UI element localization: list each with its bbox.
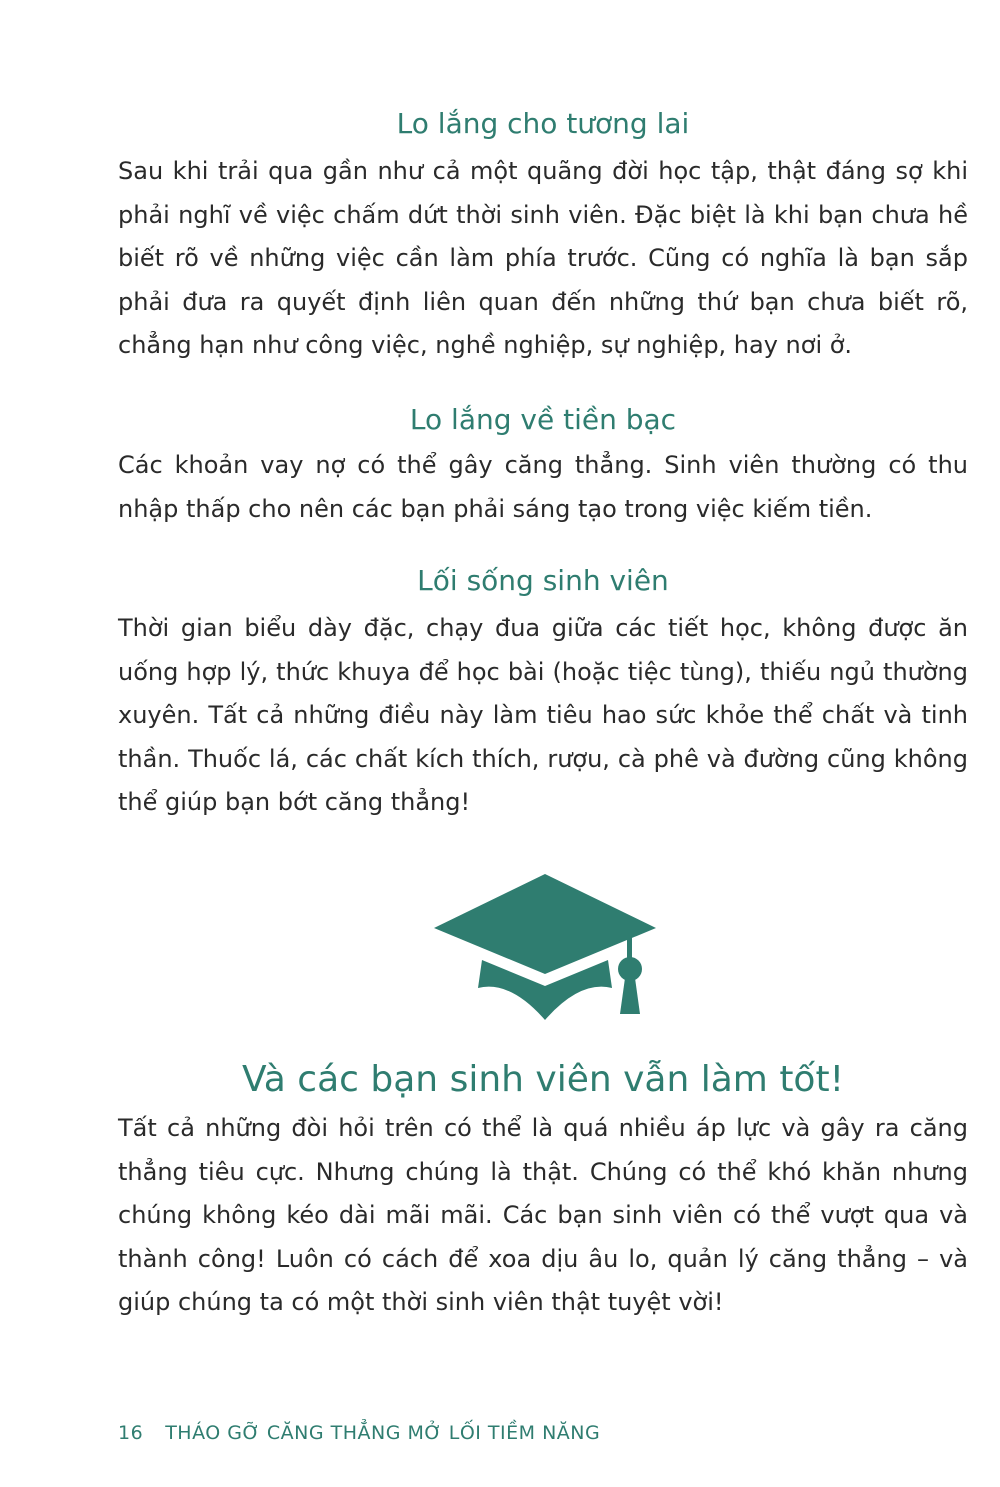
section-heading-money: Lo lắng về tiền bạc <box>409 403 677 436</box>
section-paragraph-lifestyle: Thời gian biểu dày đặc, chạy đua giữa các tiết học, không được ăn uống hợp lý, thức khuya để học bài (hoặc tiệc tùng), thiếu ngủ thường xuyên. Tất cả những điều này làm tiêu hao sức khỏe thể chất và tinh thần. Thuốc lá, các chất kích thích, rượu, cà phê và đường cũng không thể giúp bạn bớt căng thẳng! <box>118 614 968 817</box>
book-title: THÁO GỠ CĂNG THẲNG MỞ LỐI TIỀM NĂNG <box>165 1422 601 1444</box>
section-paragraph-money: Các khoản vay nợ có thể gây căng thẳng. Sinh viên thường có thu nhập thấp cho nên các bạn phải sáng tạo trong việc kiếm tiền. <box>118 451 968 523</box>
page-number: 16 <box>118 1422 144 1444</box>
section-heading-lifestyle: Lối sống sinh viên <box>417 564 669 597</box>
graduation-cap-icon <box>430 870 660 1030</box>
section-heading-future: Lo lắng cho tương lai <box>396 107 690 140</box>
closing-heading: Và các bạn sinh viên vẫn làm tốt! <box>241 1059 845 1100</box>
page-footer <box>118 1422 600 1444</box>
section-paragraph-future: Sau khi trải qua gần như cả một quãng đời học tập, thật đáng sợ khi phải nghĩ về việc chấm dứt thời sinh viên. Đặc biệt là khi bạn chưa hề biết rõ về những việc cần làm phía trước. Cũng có nghĩa là bạn sắp phải đưa ra quyết định liên quan đến những thứ bạn chưa biết rõ, chẳng hạn như công việc, nghề nghiệp, sự nghiệp, hay nơi ở. <box>118 157 968 360</box>
closing-paragraph: Tất cả những đòi hỏi trên có thể là quá nhiều áp lực và gây ra căng thẳng tiêu cực. Nhưng chúng là thật. Chúng có thể khó khăn nhưng chúng không kéo dài mãi mãi. Các bạn sinh viên có thể vượt qua và thành công! Luôn có cách để xoa dịu âu lo, quản lý căng thẳng – và giúp chúng ta có một thời sinh viên thật tuyệt vời! <box>118 1114 968 1317</box>
